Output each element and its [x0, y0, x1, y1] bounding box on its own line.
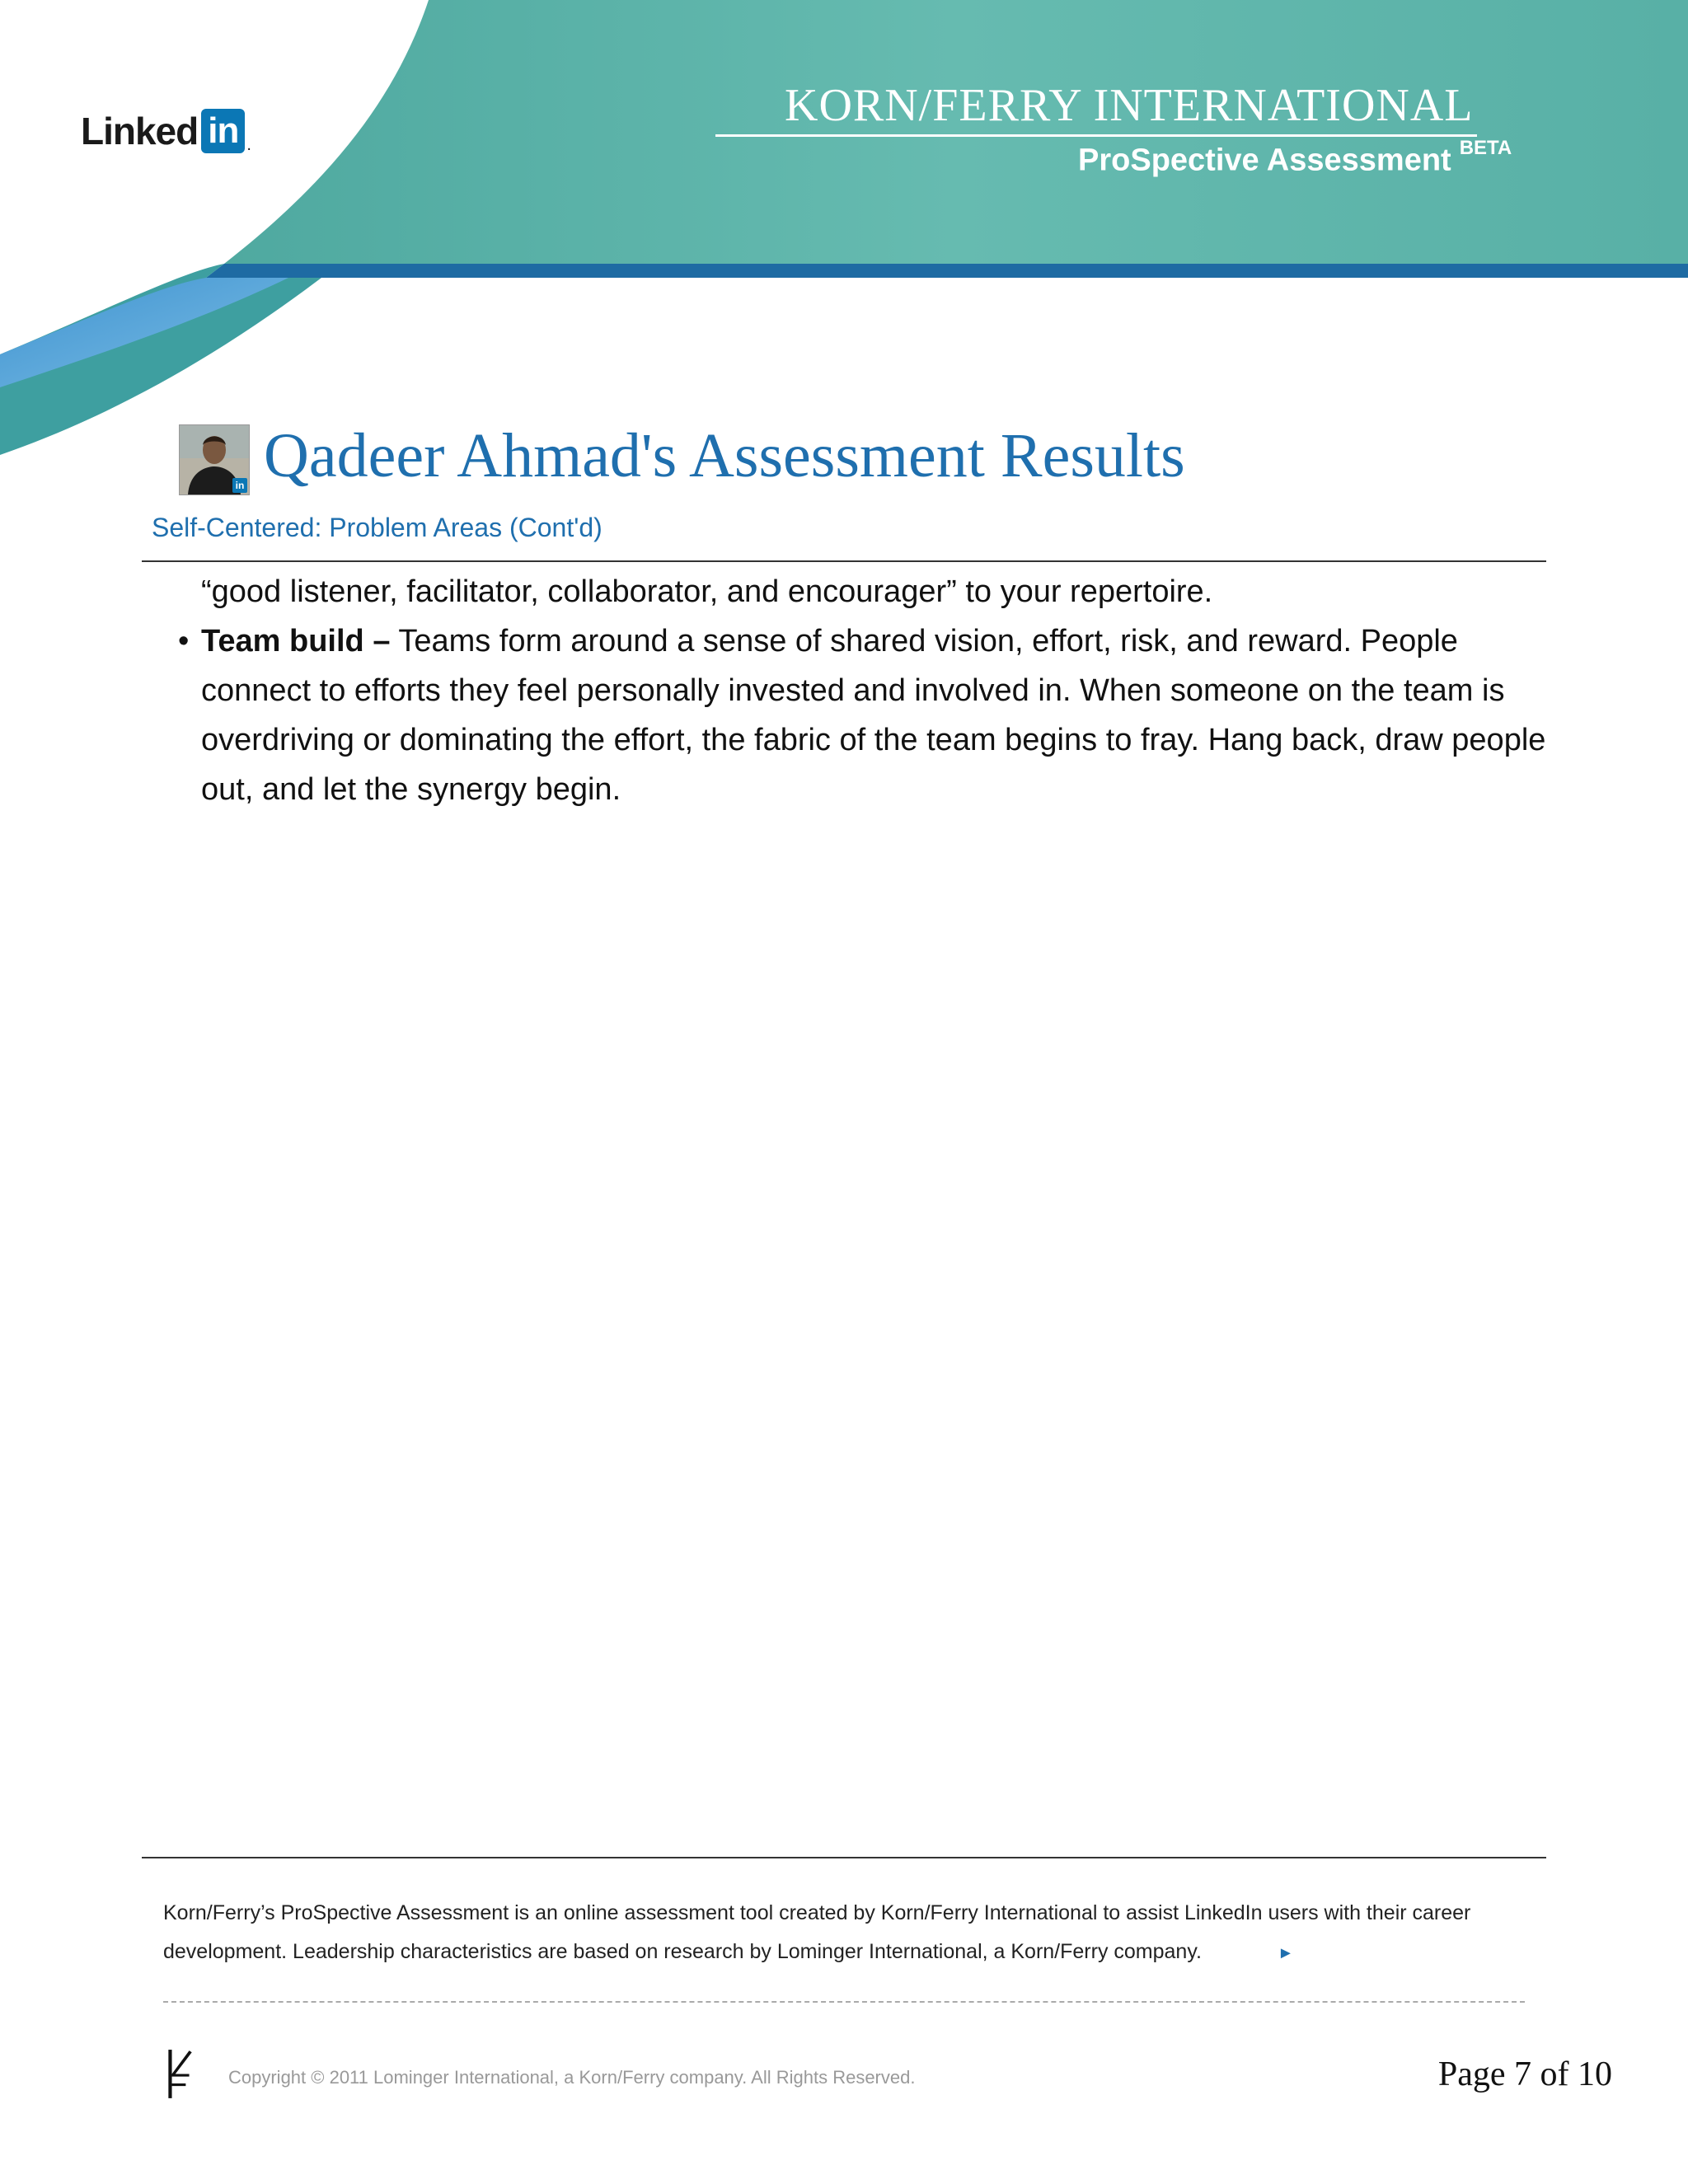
page-title: Qadeer Ahmad's Assessment Results: [264, 421, 1185, 490]
linkedin-wordmark: Linked: [81, 110, 199, 152]
bullet-dot: •: [178, 624, 190, 658]
bullet-label: Team build –: [201, 624, 391, 658]
product-name: [1078, 137, 1512, 179]
assessment-body: [178, 567, 1553, 814]
header-banner-graphic: [0, 0, 1688, 462]
product-label: ProSpective Assessment: [1078, 143, 1451, 178]
page-header: [0, 0, 1688, 462]
avatar-linkedin-badge: in: [232, 478, 247, 493]
beta-tag: BETA: [1459, 137, 1512, 159]
page-number: Page 7 of 10: [1437, 2055, 1612, 2093]
linkedin-dot: .: [246, 136, 251, 154]
bullet-team-build: [178, 616, 1553, 814]
footer-note-text: Korn/Ferry’s ProSpective Assessment is an online assessment tool created by Korn/Ferry International to assist LinkedIn users with their career development. Leadership characteristics are based on research by Lominger International, a Korn/Ferry company.: [163, 1901, 1471, 1963]
korn-ferry-small-logo-icon: [163, 2049, 196, 2100]
linkedin-logo: [81, 107, 251, 155]
company-rule: [715, 134, 1477, 137]
continued-paragraph: “good listener, facilitator, collaborator, and encourager” to your repertoire.: [201, 574, 1213, 609]
linkedin-in-box: in: [201, 109, 245, 153]
footer-note: [163, 1894, 1498, 1973]
footer-divider: [142, 1857, 1546, 1858]
avatar: [179, 424, 250, 495]
play-arrow-icon[interactable]: ►: [1277, 1944, 1294, 1962]
bullet-text: Teams form around a sense of shared vision, effort, risk, and reward. People connect to efforts they feel personally invested and involved in. When someone on the team is overdriving or dominating the effort, the fabric of the team begins to fray. Hang back, draw people out, and let the synergy begin.: [201, 624, 1546, 807]
copyright-text: Copyright © 2011 Lominger International, a Korn/Ferry company. All Rights Reserved.: [228, 2067, 916, 2088]
section-divider: [142, 560, 1546, 562]
footer-dashed-divider: [163, 2001, 1525, 2003]
section-subtitle: Self-Centered: Problem Areas (Cont'd): [152, 513, 603, 542]
korn-ferry-logo-icon: [0, 0, 53, 97]
company-name: KORN/FERRY INTERNATIONAL: [785, 80, 1474, 131]
